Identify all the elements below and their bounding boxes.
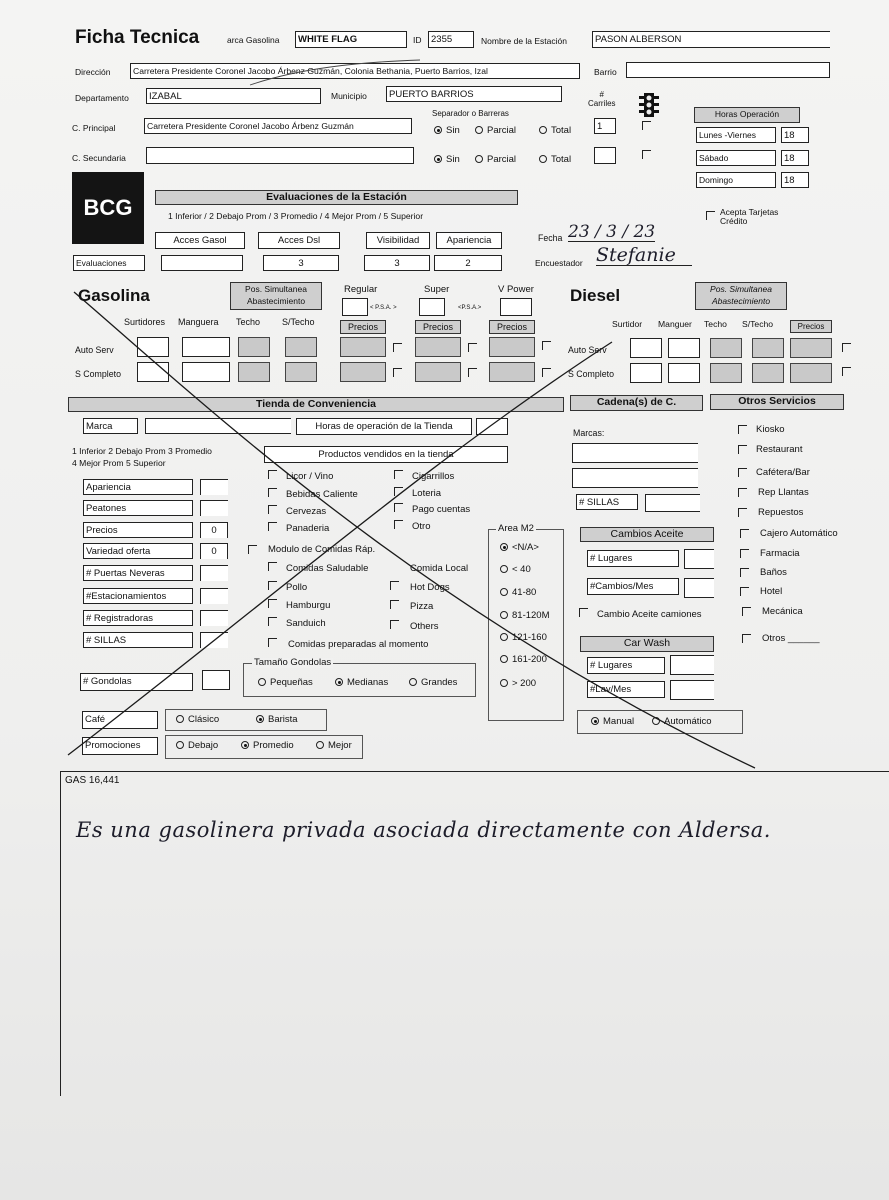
tienda-sillas-label: # SILLAS	[83, 632, 193, 648]
otros-banos[interactable]: Baños	[760, 568, 787, 578]
comida-local-label: Comida Local	[410, 563, 469, 574]
sabado-field[interactable]: 18	[781, 150, 809, 166]
horas-operacion-header: Horas Operación	[694, 107, 800, 123]
tamano-title: Tamaño Gondolas	[254, 657, 332, 668]
prod-bebidas[interactable]: Bebidas Caliente	[286, 490, 358, 500]
prod-licor[interactable]: Licor / Vino	[286, 472, 333, 482]
promo-promedio[interactable]: Promedio	[253, 741, 294, 751]
col-surtidores: Surtidores	[124, 317, 166, 327]
cafe-label: Café	[82, 711, 158, 729]
regular-label: Regular	[344, 284, 378, 295]
marca-field[interactable]: WHITE FLAG	[295, 31, 407, 48]
acepta-tarjetas[interactable]: Acepta Tarjetas Crédito	[720, 208, 778, 227]
lunes-field[interactable]: 18	[781, 127, 809, 143]
gasolina-title: Gasolina	[78, 286, 150, 305]
tienda-peatones-label: Peatones	[83, 500, 193, 516]
comida-hotdogs[interactable]: Hot Dogs	[410, 583, 450, 593]
cadena-sillas-label: # SILLAS	[576, 494, 638, 510]
comidas-preparadas[interactable]: Comidas preparadas al momento	[288, 640, 428, 650]
tienda-header: Tienda de Conveniencia	[68, 397, 564, 412]
comida-pizza[interactable]: Pizza	[410, 602, 433, 612]
otros-farmacia[interactable]: Farmacia	[760, 549, 800, 559]
comidas-saludable[interactable]: Comidas Saludable	[286, 564, 368, 574]
eval-visibilidad-field[interactable]: 3	[364, 255, 430, 271]
prod-cervezas[interactable]: Cervezas	[286, 507, 326, 517]
prod-panaderia[interactable]: Panaderia	[286, 524, 329, 534]
tamano-medianas[interactable]: Medianas	[347, 678, 388, 688]
carwash-lugares-label: # Lugares	[587, 657, 665, 674]
otros-cafeteria[interactable]: Cafétera/Bar	[756, 468, 810, 478]
area-121-160[interactable]: 121-160	[512, 633, 547, 643]
separador-label: Separador o Barreras	[432, 109, 509, 118]
tienda-puertas-label: # Puertas Neveras	[83, 565, 193, 581]
psa-label-2: <P.S.A.>	[458, 305, 482, 311]
sep-secundaria-sin[interactable]: Sin	[446, 155, 460, 165]
precios-super-header: Precios	[415, 320, 461, 334]
precios-vpower-header: Precios	[489, 320, 535, 334]
tamano-pequenas[interactable]: Pequeñas	[270, 678, 313, 688]
carriles-principal[interactable]: 1	[594, 118, 616, 134]
marca-label: arca Gasolina	[227, 35, 280, 45]
diesel-pos-sim: Pos. Simultanea Abastecimiento	[695, 282, 787, 310]
diesel-col-techo: Techo	[704, 319, 727, 329]
area-41-80[interactable]: 41-80	[512, 588, 536, 598]
otros-cajero[interactable]: Cajero Automático	[760, 529, 838, 539]
col-techo: Techo	[236, 317, 261, 327]
cprincipal-field[interactable]: Carretera Presidente Coronel Jacobo Árbenz Guzmán	[144, 118, 412, 134]
psa-label-1: < P.S.A. >	[370, 305, 397, 311]
cadena-header: Cadena(s) de C.	[570, 395, 703, 411]
lunes-label: Lunes -Viernes	[696, 127, 776, 143]
tienda-precios-field[interactable]: 0	[200, 522, 228, 538]
otros-otros[interactable]: Otros ______	[762, 634, 820, 644]
tienda-variedad-field[interactable]: 0	[200, 543, 228, 559]
sabado-label: Sábado	[696, 150, 776, 166]
diesel-col-manguer: Manguer	[658, 319, 692, 329]
encuestador-value[interactable]: Stefanie	[596, 246, 692, 266]
cambios-mes-label: #Cambios/Mes	[587, 578, 679, 595]
otros-kiosko[interactable]: Kiosko	[756, 425, 785, 435]
col-stecho: S/Techo	[282, 317, 315, 327]
tamano-grandes[interactable]: Grandes	[421, 678, 457, 688]
super-label: Super	[424, 284, 450, 295]
evaluaciones-header: Evaluaciones de la Estación	[155, 190, 518, 205]
tienda-registradoras-label: # Registradoras	[83, 610, 193, 626]
gas-row-autoserv: Auto Serv	[75, 345, 114, 355]
notes-code: GAS 16,441	[65, 775, 120, 786]
diesel-col-surtidor: Surtidor	[612, 319, 643, 329]
eval-visibilidad-label: Visibilidad	[366, 232, 430, 249]
evaluaciones-scale: 1 Inferior / 2 Debajo Prom / 3 Promedio / 4 Mejor Prom / 5 Superior	[168, 211, 424, 221]
area-lt40[interactable]: < 40	[512, 565, 531, 575]
direccion-field[interactable]: Carretera Presidente Coronel Jacobo Árbenz Guzmán, Colonia Bethania, Puerto Barrios, Izal	[130, 63, 580, 79]
tienda-scale-2: 4 Mejor Prom 5 Superior	[72, 458, 166, 468]
estacion-field[interactable]: PASON ALBERSON	[592, 31, 830, 48]
tienda-precios-label: Precios	[83, 522, 193, 538]
vpower-label: V Power	[498, 284, 534, 295]
cambios-aceite-header: Cambios Aceite	[580, 527, 714, 542]
notes-left-border	[60, 771, 61, 1096]
sep-secundaria-parcial[interactable]: Parcial	[487, 155, 516, 165]
departamento-label: Departamento	[75, 93, 129, 103]
cafe-barista[interactable]: Barista	[268, 715, 298, 725]
carwash-header: Car Wash	[580, 636, 714, 652]
comida-hamburguesa[interactable]: Hamburgu	[286, 601, 330, 611]
eval-apariencia-field[interactable]: 2	[434, 255, 502, 271]
eval-acces-dsl-field[interactable]: 3	[263, 255, 339, 271]
estacion-label: Nombre de la Estación	[481, 36, 567, 46]
comida-pollo[interactable]: Pollo	[286, 583, 307, 593]
tienda-horas-label: Horas de operación de la Tienda	[296, 418, 472, 435]
tienda-variedad-label: Variedad oferta	[83, 543, 193, 559]
carwash-manual[interactable]: Manual	[603, 717, 634, 727]
area-na[interactable]: <N/A>	[512, 543, 539, 553]
otros-header: Otros Servicios	[710, 394, 844, 410]
comida-sanduich[interactable]: Sanduich	[286, 619, 326, 629]
municipio-field[interactable]: PUERTO BARRIOS	[386, 86, 562, 102]
gas-row-scompleto: S Completo	[75, 369, 121, 379]
cafe-clasico[interactable]: Clásico	[188, 715, 219, 725]
carriles-label: # Carriles	[588, 90, 616, 108]
area-161-200[interactable]: 161-200	[512, 655, 547, 665]
otros-restaurant[interactable]: Restaurant	[756, 445, 802, 455]
notes-handwritten[interactable]: Es una gasolinera privada asociada directamente con Aldersa.	[76, 818, 771, 842]
diesel-title: Diesel	[570, 286, 621, 305]
notes-divider	[60, 771, 889, 772]
cambio-camiones[interactable]: Cambio Aceite camiones	[597, 610, 702, 620]
sep-principal-sin[interactable]: Sin	[446, 126, 460, 136]
id-label: ID	[413, 35, 422, 45]
tienda-scale-1: 1 Inferior 2 Debajo Prom 3 Promedio	[72, 446, 212, 456]
bcg-logo: BCG	[72, 172, 144, 244]
prod-cigarrillos[interactable]: Cigarrillos	[412, 472, 454, 482]
diesel-row-autoserv: Auto Serv	[568, 345, 607, 355]
carwash-automatico[interactable]: Automático	[664, 717, 712, 727]
promo-mejor[interactable]: Mejor	[328, 741, 352, 751]
barrio-label: Barrio	[594, 67, 617, 77]
gondolas-label: # Gondolas	[80, 673, 193, 691]
area-gt200[interactable]: > 200	[512, 679, 536, 689]
promociones-label: Promociones	[82, 737, 158, 755]
precios-regular-header: Precios	[340, 320, 386, 334]
tienda-marca-label: Marca	[83, 418, 138, 434]
eval-acces-dsl-label: Acces Dsl	[258, 232, 340, 249]
sep-principal-parcial[interactable]: Parcial	[487, 126, 516, 136]
tienda-apariencia-label: Apariencia	[83, 479, 193, 495]
csecundaria-label: C. Secundaria	[72, 153, 126, 163]
comida-others[interactable]: Others	[410, 622, 439, 632]
diesel-precios-header: Precios	[790, 320, 832, 333]
carwash-lav-label: #Lav/Mes	[587, 681, 665, 698]
cambios-lugares-label: # Lugares	[587, 550, 679, 567]
form-title: Ficha Tecnica	[75, 27, 200, 48]
prod-loteria[interactable]: Loteria	[412, 489, 441, 499]
domingo-field[interactable]: 18	[781, 172, 809, 188]
sep-principal-total[interactable]: Total	[551, 126, 571, 136]
encuestador-label: Encuestador	[535, 258, 583, 268]
eval-apariencia-label: Apariencia	[436, 232, 502, 249]
direccion-label: Dirección	[75, 67, 111, 77]
evaluaciones-row-label: Evaluaciones	[73, 255, 145, 271]
otros-rep-llantas[interactable]: Rep Llantas	[758, 488, 809, 498]
domingo-label: Domingo	[696, 172, 776, 188]
gasolina-pos-sim: Pos. Simultanea Abastecimiento	[230, 282, 322, 310]
otros-hotel[interactable]: Hotel	[760, 587, 782, 597]
otros-mecanica[interactable]: Mecánica	[762, 607, 803, 617]
tienda-estacionamientos-label: #Estacionamientos	[83, 588, 193, 604]
diesel-row-scompleto: S Completo	[568, 369, 614, 379]
area-title: Area M2	[498, 523, 534, 534]
departamento-field[interactable]: IZABAL	[146, 88, 321, 104]
modulo-comidas[interactable]: Modulo de Comidas Ráp.	[268, 545, 375, 555]
cprincipal-label: C. Principal	[72, 123, 116, 133]
prod-otro[interactable]: Otro	[412, 522, 430, 532]
municipio-label: Municipio	[331, 91, 367, 101]
eval-acces-gasol-label: Acces Gasol	[155, 232, 245, 249]
area-81-120[interactable]: 81-120M	[512, 611, 550, 621]
fecha-label: Fecha	[538, 233, 563, 243]
sep-secundaria-total[interactable]: Total	[551, 155, 571, 165]
productos-header: Productos vendidos en la tienda	[264, 446, 508, 463]
otros-repuestos[interactable]: Repuestos	[758, 508, 803, 518]
diesel-col-stecho: S/Techo	[742, 319, 774, 329]
fecha-value[interactable]: 23 / 3 / 23	[568, 222, 656, 242]
prod-pago-cuentas[interactable]: Pago cuentas	[412, 505, 470, 515]
col-manguera: Manguera	[178, 317, 219, 327]
promo-debajo[interactable]: Debajo	[188, 741, 218, 751]
id-field[interactable]: 2355	[428, 31, 474, 48]
cadena-marcas-label: Marcas:	[573, 428, 605, 438]
